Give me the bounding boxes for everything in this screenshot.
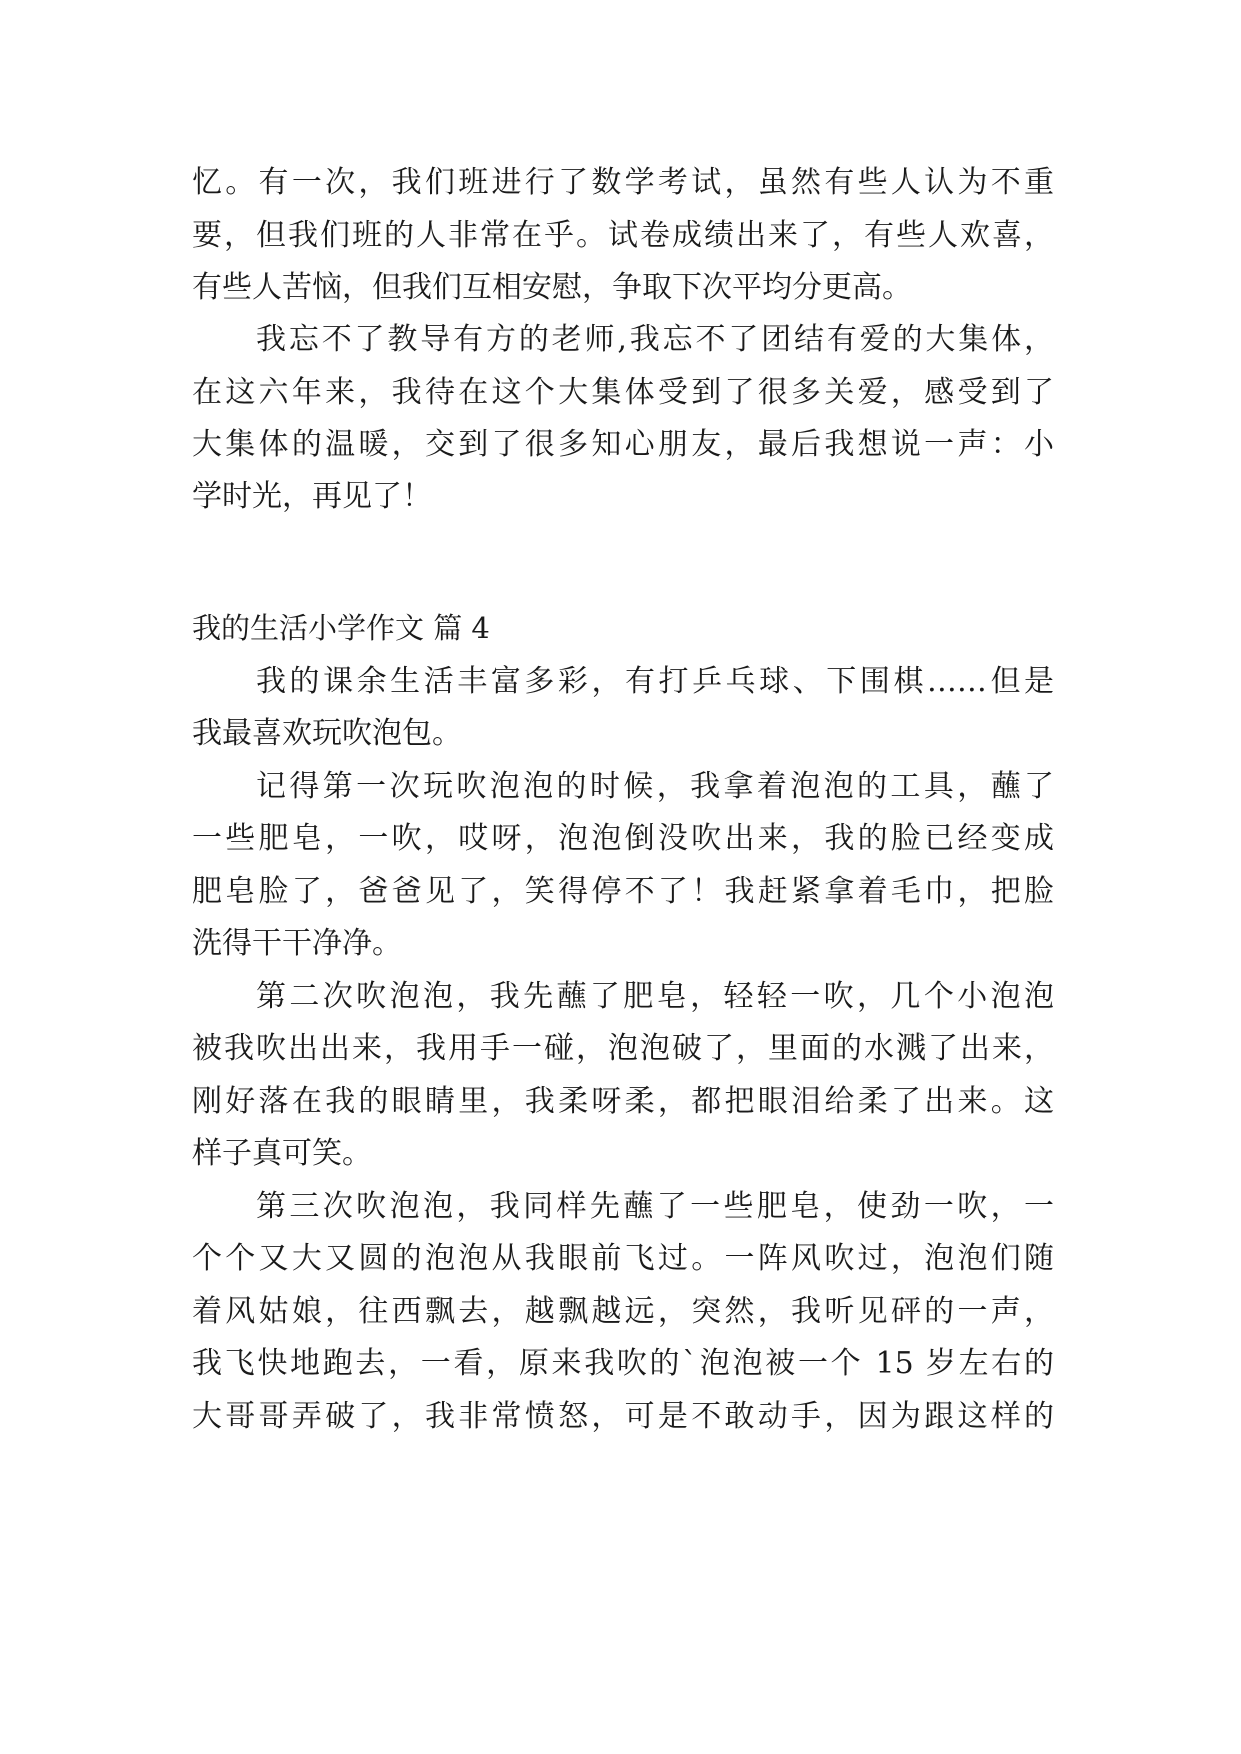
text-line: 记得第一次玩吹泡泡的时候，我拿着泡泡的工具，蘸了	[256, 769, 1054, 804]
text-line: 个个又大又圆的泡泡从我眼前飞过。一阵风吹过，泡泡们随	[192, 1241, 1054, 1276]
section-heading: 我的生活小学作文 篇 4	[192, 611, 490, 645]
text-line: 我的课余生活丰富多彩，有打乒乓球、下围棋……但是	[256, 664, 1054, 699]
text-line: 我最喜欢玩吹泡包。	[192, 716, 462, 751]
text-line: 有些人苦恼，但我们互相安慰，争取下次平均分更高。	[192, 270, 912, 305]
text-line: 肥皂脸了，爸爸见了，笑得停不了！我赶紧拿着毛巾，把脸	[192, 874, 1054, 909]
text-line: 刚好落在我的眼睛里，我柔呀柔，都把眼泪给柔了出来。这	[192, 1084, 1054, 1119]
text-line: 着风姑娘，往西飘去，越飘越远，突然，我听见砰的一声，	[192, 1294, 1054, 1329]
text-line: 大集体的温暖，交到了很多知心朋友，最后我想说一声：小	[192, 427, 1054, 462]
text-line: 忆。有一次，我们班进行了数学考试，虽然有些人认为不重	[192, 165, 1054, 200]
text-line: 第三次吹泡泡，我同样先蘸了一些肥皂，使劲一吹，一	[256, 1189, 1054, 1224]
text-line: 第二次吹泡泡，我先蘸了肥皂，轻轻一吹，几个小泡泡	[256, 979, 1054, 1014]
text-line: 大哥哥弄破了，我非常愤怒，可是不敢动手，因为跟这样的	[192, 1399, 1054, 1434]
text-line: 学时光，再见了！	[192, 479, 432, 514]
text-line: 一些肥皂，一吹，哎呀，泡泡倒没吹出来，我的脸已经变成	[192, 821, 1054, 856]
text-line: 洗得干干净净。	[192, 926, 402, 961]
text-line: 样子真可笑。	[192, 1136, 372, 1171]
text-line: 要，但我们班的人非常在乎。试卷成绩出来了，有些人欢喜，	[192, 218, 1054, 253]
text-line: 我飞快地跑去，一看，原来我吹的`泡泡被一个 15 岁左右的	[192, 1346, 1054, 1381]
text-line: 被我吹出出来，我用手一碰，泡泡破了，里面的水溅了出来，	[192, 1031, 1054, 1066]
text-line: 在这六年来，我待在这个大集体受到了很多关爱，感受到了	[192, 375, 1054, 410]
text-line: 我忘不了教导有方的老师,我忘不了团结有爱的大集体，	[256, 322, 1054, 357]
